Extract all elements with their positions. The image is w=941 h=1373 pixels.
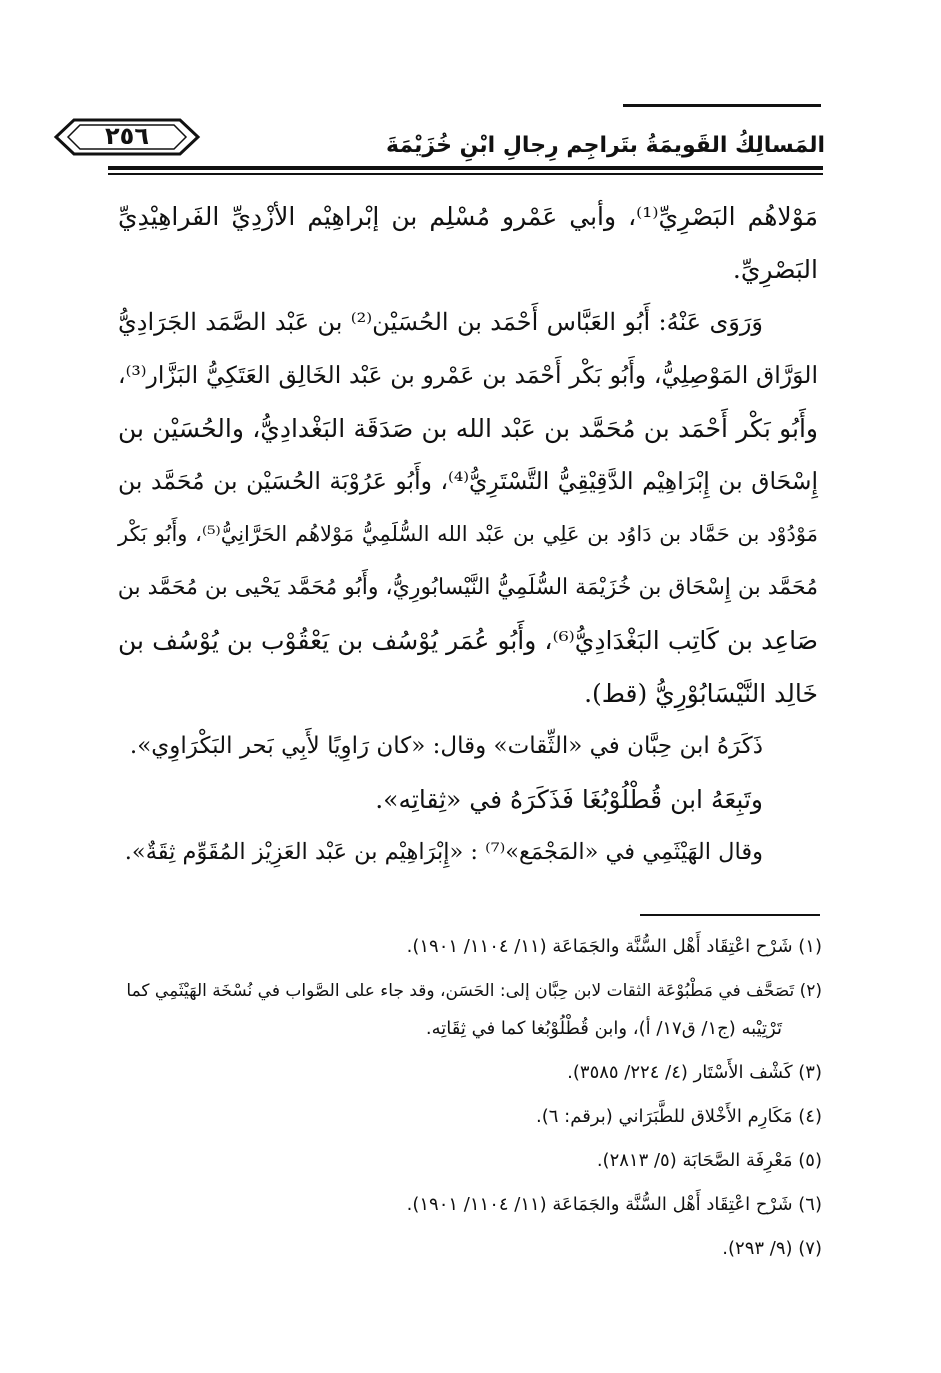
footnote: (٢) تَصَحَّف في مَطْبُوْعَة الثقات لابن حِبَّان إلى: الحَسَن، وقد جاء على الصَّواب في نُسْخَة الهَيْثَمِي كما [126,981,822,1001]
text-line: إِسْحَاق بن إِبْرَاهِيْم الدَّقِيْقِيُّ التَّسْتَرِيُّ⁽⁴⁾، وأَبُو عَرُوْبَة الحُسَيْن بن مُحَمَّد بن [118,467,818,495]
header-rule-thin [108,173,823,175]
footnote: (٦) شَرْح اعْتِقَاد أَهْل السُّنَّة والجَمَاعَة (١١/ ١١٠٤/ ١٩٠١). [406,1194,822,1215]
footnote-separator [640,914,820,916]
page-number-badge [52,116,202,158]
footnote: (٣) كَشْف الأَسْتَار (٤/ ٢٢٤/ ٣٥٨٥). [567,1062,822,1083]
text-line: وأَبُو بَكْر أَحْمَد بن مُحَمَّد بن عَبْد الله بن صَدَقَة البَغْدادِيُّ، والحُسَيْن بن [118,414,818,443]
footnote: (٤) مَكَارِم الأَخْلاق للطَّبَرَاني (برقم: ٦). [536,1106,822,1127]
header-rule-thick [108,166,823,170]
text-line: ذَكَرَهُ ابن حِبَّان في «الثِّقات» وقال: «كان رَاوِيًا لأَبِي بَحر البَكْرَاوِي». [129,733,763,759]
text-line: مُحَمَّد بن إِسْحَاق بن خُزَيْمَة السُّلَمِيُّ النَّيْسابُورِيُّ، وأَبُو مُحَمَّد يَحْيى بن مُحَمَّد بن [117,575,818,600]
text-line: صَاعِد بن كَاتِب البَغْدَادِيُّ⁽⁶⁾، وأَبُو عُمَر يُوْسُف بن يَعْقُوْب بن يُوْسُف بن [118,626,818,655]
header-top-rule [623,104,821,107]
footnote: (١) شَرْح اعْتِقَاد أَهْل السُّنَّة والجَمَاعَة (١١/ ١١٠٤/ ١٩٠١). [406,936,822,957]
text-line: مَوْلاهُم البَصْرِيِّ⁽¹⁾، وأبي عَمْرو مُسْلِم بن إبْراهِيْم الأزْدِيِّ الفَراهِيْدِيِّ [118,202,818,231]
main-text [118,190,818,879]
footnote-continuation: تَرْتِيْبه (ج١/ ق١٧/ أ)، وابن قُطْلُوْبُغا كما في ثِقَاتِه. [425,1018,782,1039]
text-line: الوَرَّاق المَوْصِلِيُّ، وأَبُو بَكْر أَحْمَد بن عَمْرو بن عَبْد الخَالِق العَتَكِيُّ البَزَّار⁽³⁾، [118,361,818,389]
text-line: خَالِد النَّيْسَابُوْرِيُّ (قط). [584,679,818,708]
text-line: البَصْرِيِّ. [732,255,818,284]
page-number: ٢٥٦ [105,122,149,150]
footnote: (٥) مَعْرِفَة الصَّحَابَة (٥/ ٢٨١٣). [596,1150,822,1171]
running-title: المَسالِكُ القَويمَةُ بتَراجِم رِجالِ ابْنِ خُزَيْمَةَ [386,133,825,158]
text-line: وقال الهَيْثَمِي في «المَجْمَع»⁽⁷⁾ : «إِبْرَاهِيْم بن عَبْد العَزِيْز المُقَوِّم ثِقَةٌ». [124,839,763,865]
text-line: مَوْدُوْد بن حَمَّاد بن دَاوُد بن عَلِي بن عَبْد الله السُّلَمِيُّ مَوْلاهُم الحَرَّانِيُّ⁽⁵⁾، وأَبُو بَكْر [118,522,819,546]
text-line: وتَبِعَهُ ابن قُطْلُوْبُغَا فَذَكَرَهُ في «ثِقاتِه». [375,785,763,814]
footnotes [110,925,822,1271]
footnote: (٧) (٩/ ٢٩٣). [722,1238,822,1259]
text-line: وَرَوَى عَنْهُ: أَبُو العَبَّاس أَحْمَد بن الحُسَيْن⁽²⁾ بن عَبْد الصَّمَد الجَرَادِيُّ [118,308,764,336]
